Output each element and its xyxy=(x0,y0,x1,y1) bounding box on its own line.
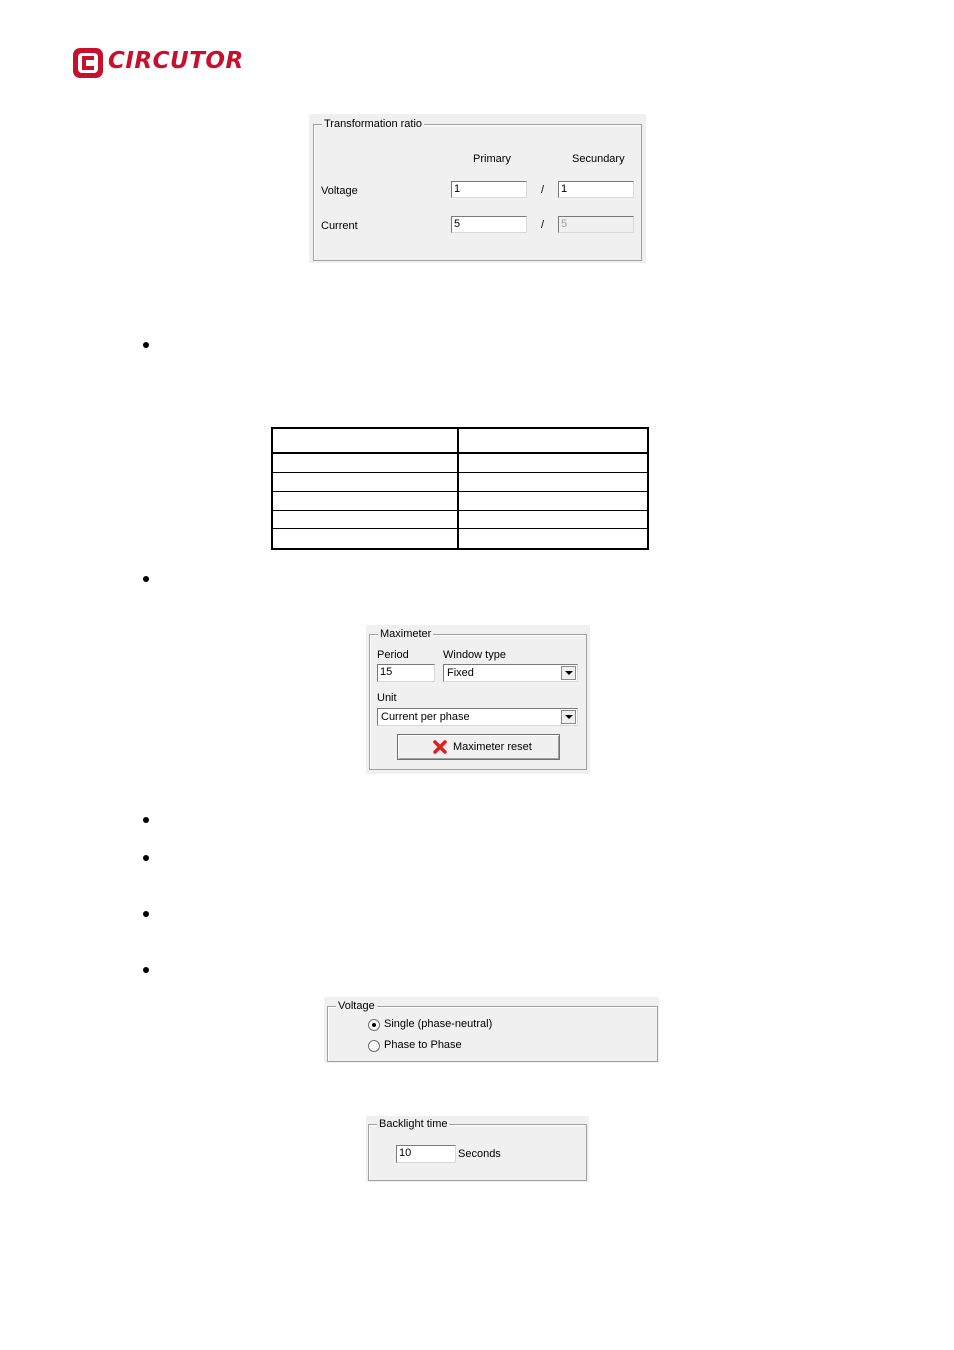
logo-text: CIRCUTOR xyxy=(108,48,244,74)
red-x-icon xyxy=(433,740,447,754)
maximeter-reset-button[interactable] xyxy=(397,734,560,760)
empty-table xyxy=(271,427,649,550)
bullet xyxy=(143,967,149,973)
window-type-value: Fixed xyxy=(447,667,474,679)
bullet xyxy=(143,342,149,348)
table-row-line xyxy=(273,472,647,473)
group-title: Voltage xyxy=(338,1000,375,1012)
group-title: Backlight time xyxy=(379,1118,448,1130)
maximeter-reset-label: Maximeter reset xyxy=(453,741,532,753)
current-separator: / xyxy=(541,219,545,231)
table-row-line xyxy=(273,452,647,454)
chevron-down-icon[interactable] xyxy=(561,666,576,680)
voltage-phase-to-phase-label[interactable]: Phase to Phase xyxy=(384,1039,462,1051)
current-primary-input[interactable]: 5 xyxy=(451,216,527,233)
voltage-secondary-input[interactable]: 1 xyxy=(558,181,634,198)
voltage-group xyxy=(327,1000,658,1062)
period-label: Period xyxy=(377,649,409,661)
chevron-down-icon[interactable] xyxy=(561,710,576,724)
backlight-unit-label: Seconds xyxy=(458,1148,501,1160)
transformation-ratio-panel xyxy=(309,114,646,263)
voltage-label: Voltage xyxy=(321,185,358,197)
bullet xyxy=(143,576,149,582)
primary-header: Primary xyxy=(473,153,511,165)
maximeter-panel xyxy=(366,625,590,774)
unit-value: Current per phase xyxy=(381,711,470,723)
voltage-separator: / xyxy=(541,184,545,196)
secondary-header: Secundary xyxy=(572,153,625,165)
current-label: Current xyxy=(321,220,358,232)
voltage-phase-to-phase-radio[interactable] xyxy=(368,1040,380,1052)
unit-label: Unit xyxy=(377,692,397,704)
voltage-single-label[interactable]: Single (phase-neutral) xyxy=(384,1018,493,1030)
backlight-panel xyxy=(366,1116,589,1182)
group-title: Transformation ratio xyxy=(324,118,423,130)
table-row-line xyxy=(273,510,647,511)
period-input[interactable]: 15 xyxy=(377,664,435,682)
bullet xyxy=(143,911,149,917)
bullet xyxy=(143,817,149,823)
backlight-time-input[interactable]: 10 xyxy=(396,1145,456,1163)
circutor-logo xyxy=(72,45,247,81)
unit-select[interactable] xyxy=(377,708,578,726)
table-divider xyxy=(457,429,459,548)
voltage-primary-input[interactable]: 1 xyxy=(451,181,527,198)
bullet xyxy=(143,855,149,861)
table-row-line xyxy=(273,528,647,529)
current-secondary-input: 5 xyxy=(558,216,634,233)
voltage-single-radio[interactable] xyxy=(368,1019,380,1031)
group-title: Maximeter xyxy=(380,628,432,640)
circutor-logo-icon xyxy=(72,47,104,79)
voltage-panel xyxy=(324,997,659,1063)
window-type-label: Window type xyxy=(443,649,506,661)
window-type-select[interactable] xyxy=(443,664,578,682)
table-row-line xyxy=(273,491,647,492)
